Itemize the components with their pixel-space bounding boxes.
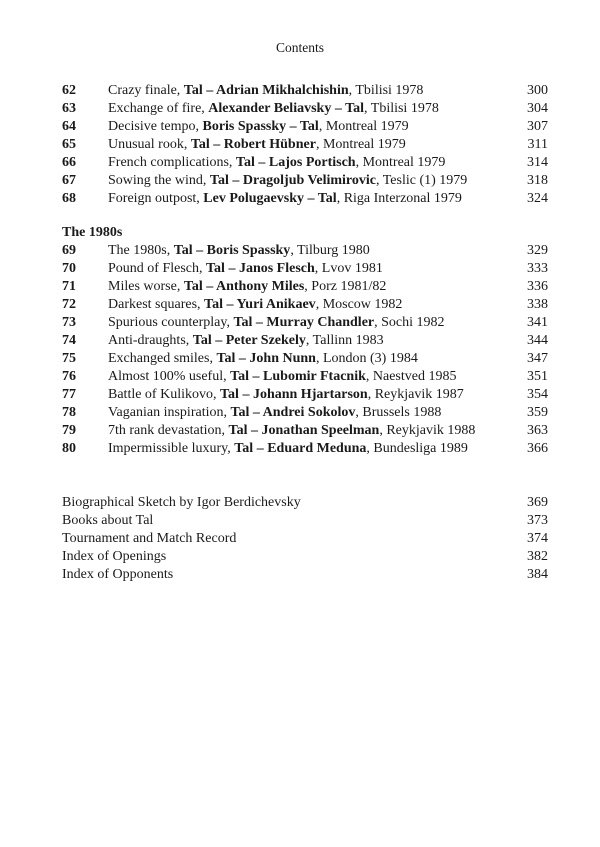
game-number: 70 — [62, 261, 76, 276]
game-players: Tal – Boris Spassky — [173, 243, 291, 258]
game-title: Darkest squares, — [108, 297, 205, 312]
page-title: Contents — [275, 40, 324, 55]
game-players: Tal – Robert Hübner — [190, 137, 316, 152]
game-title: French complications, — [108, 155, 236, 170]
game-number: 65 — [62, 137, 76, 152]
entry-text — [108, 242, 370, 260]
toc-entry[interactable] — [62, 422, 548, 440]
page-number: 333 — [527, 261, 548, 276]
toc-entry[interactable] — [62, 242, 548, 260]
game-venue: , Reykjavik 1988 — [379, 423, 476, 438]
game-venue: , Bundesliga 1989 — [366, 441, 468, 456]
toc-group-1980s — [62, 224, 548, 458]
game-venue: , Moscow 1982 — [315, 297, 403, 312]
game-venue: , Tbilisi 1978 — [348, 83, 424, 98]
page-number: 336 — [527, 279, 548, 294]
game-title: Miles worse, — [108, 279, 184, 294]
entry-label: Biographical Sketch by Igor Berdichevsky — [62, 495, 301, 510]
toc-entry[interactable] — [62, 100, 548, 118]
page-number: 369 — [527, 495, 548, 510]
entry-text — [108, 440, 468, 458]
game-title: Impermissible luxury, — [108, 441, 235, 456]
toc-entry[interactable] — [62, 154, 548, 172]
toc-entry[interactable] — [62, 172, 548, 190]
game-venue: , Porz 1981/82 — [304, 279, 387, 294]
game-title: Exchange of fire, — [108, 101, 209, 116]
toc-entry[interactable] — [62, 82, 548, 100]
game-venue: , Montreal 1979 — [315, 137, 406, 152]
toc-entry[interactable] — [62, 494, 548, 512]
game-venue: , Tbilisi 1978 — [364, 101, 439, 116]
entry-label: Index of Opponents — [62, 567, 174, 582]
toc-entry[interactable] — [62, 260, 548, 278]
game-number: 79 — [62, 423, 76, 438]
game-title: Exchanged smiles, — [108, 351, 217, 366]
entry-label: Index of Openings — [62, 549, 167, 564]
page-number: 324 — [527, 191, 548, 206]
game-title: Unusual rook, — [108, 137, 191, 152]
entry-label: Tournament and Match Record — [62, 531, 237, 546]
game-number: 67 — [62, 173, 76, 188]
game-title: 7th rank devastation, — [108, 423, 229, 438]
game-number: 78 — [62, 405, 76, 420]
game-players: Tal – Johann Hjartarson — [220, 387, 368, 402]
toc-group-1970s — [62, 82, 548, 208]
game-number: 77 — [62, 387, 76, 402]
page-number: 300 — [527, 83, 548, 98]
game-venue: , Naestved 1985 — [365, 369, 457, 384]
toc-entry[interactable] — [62, 548, 548, 566]
entry-text — [108, 332, 384, 350]
page-number: 359 — [527, 405, 548, 420]
game-players: Tal – Andrei Sokolov — [230, 405, 356, 420]
game-players: Tal – Jonathan Speelman — [228, 423, 380, 438]
page-number: 304 — [527, 101, 548, 116]
game-players: Tal – Lubomir Ftacnik — [230, 369, 366, 384]
game-venue: , Reykjavik 1987 — [367, 387, 464, 402]
toc-entry[interactable] — [62, 530, 548, 548]
game-venue: , Lvov 1981 — [314, 261, 383, 276]
game-title: Crazy finale, — [108, 83, 184, 98]
game-number: 73 — [62, 315, 76, 330]
game-players: Tal – Lajos Portisch — [235, 155, 356, 170]
game-players: Tal – Dragoljub Velimirovic — [209, 173, 376, 188]
game-players: Tal – Murray Chandler — [233, 315, 375, 330]
game-title: Spurious counterplay, — [108, 315, 234, 330]
page-number: 384 — [527, 567, 548, 582]
game-venue: , Montreal 1979 — [355, 155, 446, 170]
page-number: 341 — [527, 315, 548, 330]
page-number: 314 — [527, 155, 548, 170]
entry-text — [108, 190, 462, 208]
game-venue: , Teslic (1) 1979 — [375, 173, 468, 188]
entry-text — [108, 422, 475, 440]
game-venue: , Sochi 1982 — [374, 315, 445, 330]
toc-entry[interactable] — [62, 190, 548, 208]
game-venue: , London (3) 1984 — [315, 351, 418, 366]
game-players: Tal – Adrian Mikhalchishin — [183, 83, 349, 98]
page-number: 373 — [527, 513, 548, 528]
game-number: 75 — [62, 351, 76, 366]
entry-text — [108, 296, 402, 314]
entry-label: Books about Tal — [62, 513, 154, 528]
toc-entry[interactable] — [62, 136, 548, 154]
game-title: Almost 100% useful, — [108, 369, 231, 384]
game-players: Tal – Eduard Meduna — [234, 441, 367, 456]
page-number: 318 — [527, 173, 548, 188]
page-number: 382 — [527, 549, 548, 564]
game-players: Lev Polugaevsky – Tal — [203, 191, 337, 206]
game-title: The 1980s, — [108, 243, 174, 258]
entry-text — [108, 278, 386, 296]
page-number: 338 — [527, 297, 548, 312]
toc-entry[interactable] — [62, 118, 548, 136]
page-number: 311 — [527, 137, 548, 152]
toc-entry[interactable] — [62, 404, 548, 422]
entry-text — [108, 100, 439, 118]
game-players: Tal – Yuri Anikaev — [204, 297, 316, 312]
game-players: Alexander Beliavsky – Tal — [208, 101, 365, 116]
toc-entry[interactable] — [62, 314, 548, 332]
page-number: 329 — [527, 243, 548, 258]
game-players: Tal – Anthony Miles — [183, 279, 305, 294]
game-title: Sowing the wind, — [108, 173, 210, 188]
game-venue: , Tallinn 1983 — [305, 333, 384, 348]
page-number: 363 — [527, 423, 548, 438]
entry-text — [108, 404, 441, 422]
toc-entry[interactable] — [62, 350, 548, 368]
section-heading: The 1980s — [62, 225, 123, 240]
page-number: 307 — [527, 119, 548, 134]
entry-text — [108, 368, 456, 386]
entry-text — [108, 82, 423, 100]
page-number: 354 — [527, 387, 548, 402]
game-number: 66 — [62, 155, 76, 170]
game-venue: , Montreal 1979 — [318, 119, 409, 134]
entry-text — [108, 260, 383, 278]
game-number: 68 — [62, 191, 76, 206]
page-number: 351 — [527, 369, 548, 384]
entry-text — [108, 154, 445, 172]
entry-text — [108, 172, 467, 190]
game-players: Boris Spassky – Tal — [202, 119, 319, 134]
game-title: Decisive tempo, — [108, 119, 203, 134]
page-number: 344 — [527, 333, 548, 348]
toc-entry[interactable] — [62, 368, 548, 386]
game-players: Tal – John Nunn — [216, 351, 316, 366]
game-players: Tal – Janos Flesch — [206, 261, 315, 276]
toc-entry[interactable] — [62, 386, 548, 404]
toc-entry[interactable] — [62, 566, 548, 584]
game-number: 74 — [62, 333, 76, 348]
game-players: Tal – Peter Szekely — [192, 333, 306, 348]
game-venue: , Brussels 1988 — [355, 405, 442, 420]
entry-text — [108, 136, 406, 154]
game-venue: , Riga Interzonal 1979 — [336, 191, 462, 206]
game-number: 63 — [62, 101, 76, 116]
game-number: 64 — [62, 119, 76, 134]
game-title: Vaganian inspiration, — [108, 405, 231, 420]
game-number: 69 — [62, 243, 76, 258]
toc-entry[interactable] — [62, 296, 548, 314]
toc-back-matter — [62, 494, 548, 584]
entry-text — [108, 118, 409, 136]
game-number: 71 — [62, 279, 76, 294]
page-number: 366 — [527, 441, 548, 456]
game-number: 80 — [62, 441, 76, 456]
game-number: 72 — [62, 297, 76, 312]
game-venue: , Tilburg 1980 — [290, 243, 370, 258]
page-number: 347 — [527, 351, 548, 366]
entry-text — [108, 314, 445, 332]
game-title: Battle of Kulikovo, — [108, 387, 220, 402]
toc-entry[interactable] — [62, 440, 548, 458]
game-number: 76 — [62, 369, 76, 384]
page-number: 374 — [527, 531, 548, 546]
entry-text — [108, 386, 464, 404]
toc-entry[interactable] — [62, 278, 548, 296]
entry-text — [108, 350, 418, 368]
game-title: Foreign outpost, — [108, 191, 204, 206]
toc-entry[interactable] — [62, 332, 548, 350]
toc-entry[interactable] — [62, 512, 548, 530]
game-number: 62 — [62, 83, 76, 98]
game-title: Anti-draughts, — [108, 333, 193, 348]
game-title: Pound of Flesch, — [108, 261, 206, 276]
